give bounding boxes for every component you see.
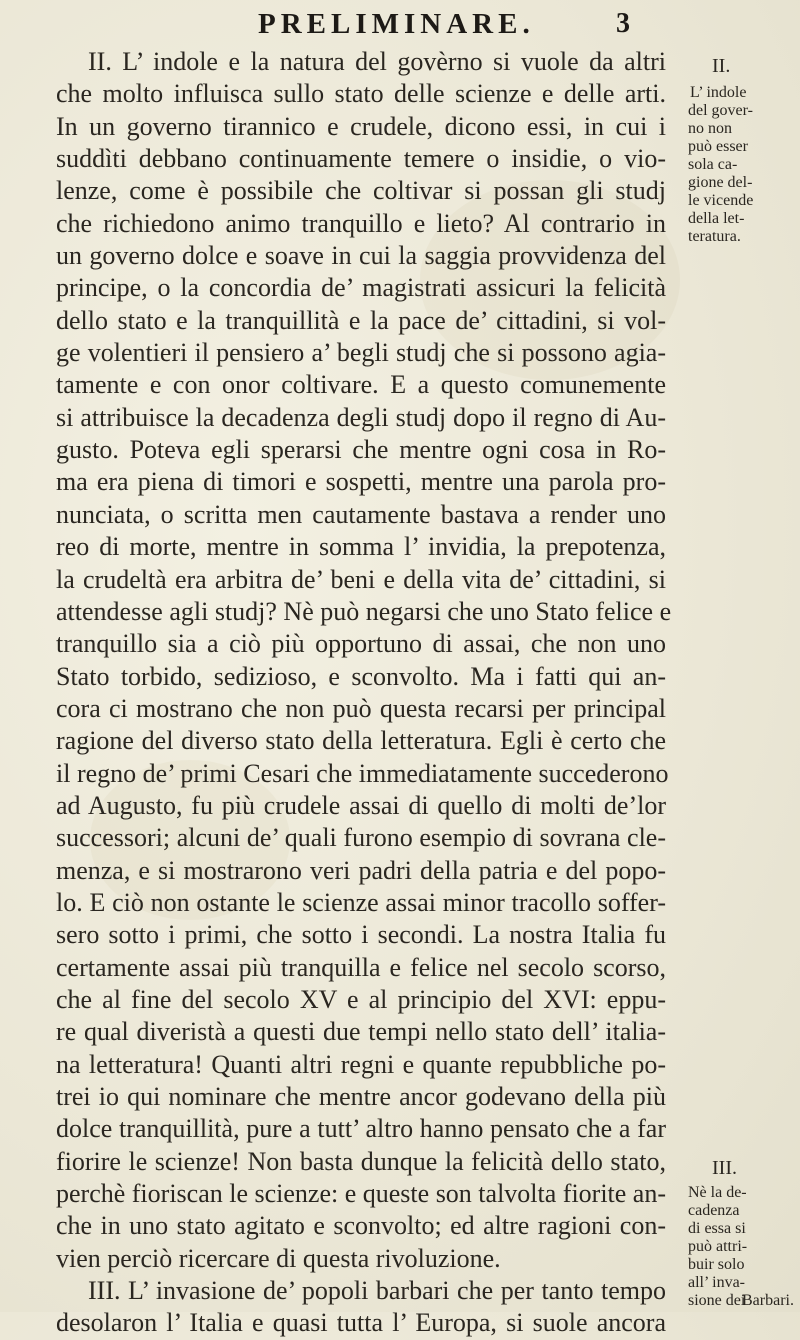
margin-note-line: cadenza <box>688 1202 740 1219</box>
text-line: ma era piena di timori e sospetti, mentre una parola pro- <box>56 467 666 497</box>
margin-note-line: Barbari. <box>742 1292 794 1309</box>
text-line: lenze, come è possibile che coltivar si possan gli studj <box>56 176 666 206</box>
text-line: suddìti debbano continuamente temere o insidie, o vio- <box>56 144 666 174</box>
text-line: che in uno stato agitato e sconvolto; ed altre ragioni con- <box>56 1211 666 1241</box>
text-line: cora ci mostrano che non può questa recarsi per principal <box>56 693 666 723</box>
text-line: successori; alcuni de’ quali furono esempio di sovrana cle- <box>56 823 666 853</box>
margin-note-line: della let- <box>688 210 745 227</box>
text-line: menza, e si mostrarono veri padri della patria e del popo- <box>56 855 666 885</box>
text-line: ge volentieri il pensiero a’ begli studj che si possono agia- <box>56 338 666 368</box>
margin-note-line: Nè la de- <box>688 1184 747 1201</box>
text-line: na letteratura! Quanti altri regni e quante repubbliche po- <box>56 1049 666 1079</box>
margin-note-line: no non <box>688 120 732 137</box>
text-line: Stato torbido, sedizioso, e sconvolto. Ma i fatti qui an- <box>56 661 666 691</box>
margin-note-line: può attri- <box>688 1238 748 1255</box>
text-line: attendesse agli studj? Nè può negarsi che uno Stato felice e <box>56 596 672 626</box>
text-line: che molto influisca sullo stato delle scienze e delle arti. <box>56 79 666 109</box>
text-line: perchè fioriscan le scienze: e queste son talvolta fiorite an- <box>56 1179 667 1209</box>
margin-note-line: di essa si <box>688 1220 746 1237</box>
margin-note-line: del gover- <box>688 102 753 119</box>
text-line: fiorire le scienze! Non basta dunque la felicità dello stato, <box>56 1146 666 1176</box>
text-line: In un governo tirannico e crudele, dicono essi, in cui i <box>56 111 666 141</box>
margin-note-line: buir solo <box>688 1256 745 1273</box>
text-line: reo di morte, mentre in somma l’ invidia, la prepotenza, <box>56 532 666 562</box>
margin-note-line: può esser <box>688 138 748 155</box>
text-line: III. L’ invasione de’ popoli barbari che per tanto tempo <box>88 1276 666 1306</box>
margin-note-number: II. <box>712 55 731 77</box>
text-line: ragione del diverso stato della letteratura. Egli è certo che <box>56 726 666 756</box>
margin-note-line: teratura. <box>688 228 741 245</box>
text-line: tamente e con onor coltivare. E a questo comunemente <box>56 370 666 400</box>
text-line: principe, o la concordia de’ magistrati assicuri la felicità <box>56 273 666 303</box>
text-line: dello stato e la tranquillità e la pace de’ cittadini, si vol- <box>56 305 666 335</box>
running-title: PRELIMINARE. <box>258 8 535 40</box>
text-line: sero sotto i primi, che sotto i secondi. La nostra Italia fu <box>56 920 666 950</box>
text-line: ad Augusto, fu più crudele assai di quello di molti de’lor <box>56 790 666 820</box>
text-line: tranquillo sia a ciò più opportuno di assai, che non uno <box>56 629 666 659</box>
text-line: nunciata, o scritta men cautamente bastava a render uno <box>56 499 666 529</box>
margin-note-line: sione dei <box>688 1292 746 1309</box>
text-line: certamente assai più tranquilla e felice nel secolo scorso, <box>56 952 666 982</box>
text-line: dolce tranquillità, pure a tutt’ altro hanno pensato che a far <box>56 1114 666 1144</box>
margin-note-line: L’ indole <box>690 84 747 101</box>
margin-note-number: III. <box>712 1157 737 1179</box>
text-line: il regno de’ primi Cesari che immediatamente succederono <box>56 758 669 788</box>
text-line: desolaron l’ Italia e quasi tutta l’ Europa, si suole ancora <box>56 1308 666 1338</box>
text-line: che al fine del secolo XV e al principio del XVI: eppu- <box>56 984 666 1014</box>
margin-note-line: all’ inva- <box>688 1274 746 1291</box>
margin-note-line: sola ca- <box>688 156 738 173</box>
margin-note-line: gione del- <box>688 174 753 191</box>
text-line: gusto. Poteva egli sperarsi che mentre ogni cosa in Ro- <box>56 435 666 465</box>
text-line: si attribuisce la decadenza degli studj dopo il regno di Au- <box>56 402 666 432</box>
text-line: trei io qui nominare che mentre ancor godevano della più <box>56 1082 666 1111</box>
text-line: che richiedono animo tranquillo e lieto? Al contrario in <box>56 208 666 238</box>
text-line: re qual diveristà a questi due tempi nello stato dell’ italia- <box>56 1017 666 1047</box>
text-line: un governo dolce e soave in cui la saggia provvidenza del <box>56 241 666 271</box>
text-line: II. L’ indole e la natura del govèrno si vuole da altri <box>88 47 666 76</box>
text-line: vien perciò ricercare di questa rivoluzione. <box>56 1243 501 1273</box>
text-line: la crudeltà era arbitra de’ beni e della vita de’ cittadini, si <box>56 564 666 594</box>
page-number: 3 <box>616 8 630 39</box>
text-line: lo. E ciò non ostante le scienze assai minor tracollo soffer- <box>56 887 666 917</box>
margin-note-line: le vicende <box>688 192 754 209</box>
